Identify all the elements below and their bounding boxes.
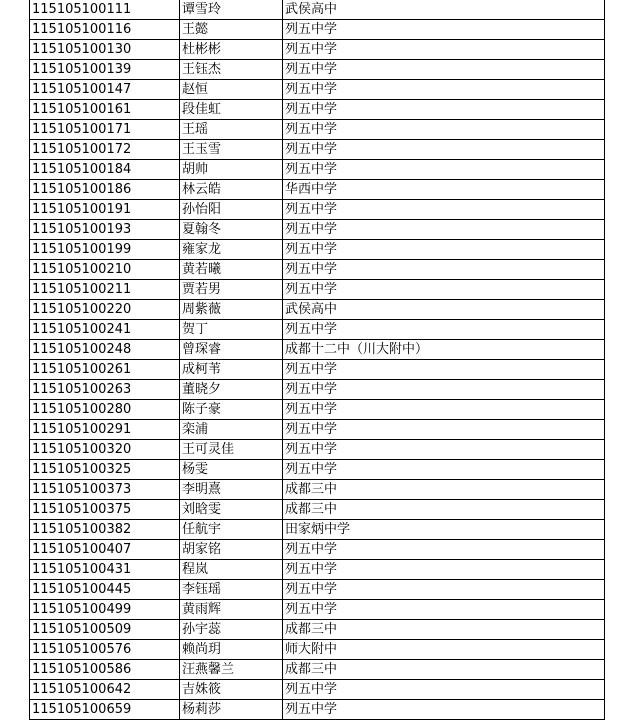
- name-cell[interactable]: 周紫薇: [180, 300, 283, 320]
- id-cell[interactable]: 115105100586: [30, 660, 180, 680]
- school-cell[interactable]: 列五中学: [283, 540, 605, 560]
- id-cell[interactable]: 115105100147: [30, 80, 180, 100]
- school-cell[interactable]: 列五中学: [283, 560, 605, 580]
- school-cell[interactable]: 列五中学: [283, 280, 605, 300]
- school-cell[interactable]: 武侯高中: [283, 0, 605, 20]
- id-cell[interactable]: 115105100193: [30, 220, 180, 240]
- id-cell[interactable]: 115105100186: [30, 180, 180, 200]
- table-row: [30, 480, 605, 500]
- school-cell[interactable]: 列五中学: [283, 600, 605, 620]
- name-cell[interactable]: 贾若男: [180, 280, 283, 300]
- school-cell[interactable]: 列五中学: [283, 400, 605, 420]
- table-row: [30, 440, 605, 460]
- name-cell[interactable]: 王可灵佳: [180, 440, 283, 460]
- table-row: [30, 180, 605, 200]
- table-row: [30, 560, 605, 580]
- table-row: [30, 540, 605, 560]
- school-cell[interactable]: 列五中学: [283, 260, 605, 280]
- name-cell[interactable]: 王懿: [180, 20, 283, 40]
- id-cell[interactable]: 115105100211: [30, 280, 180, 300]
- table-row: [30, 240, 605, 260]
- id-cell[interactable]: 115105100382: [30, 520, 180, 540]
- school-cell[interactable]: 列五中学: [283, 20, 605, 40]
- name-cell[interactable]: 赵恒: [180, 80, 283, 100]
- school-cell[interactable]: 列五中学: [283, 40, 605, 60]
- id-cell[interactable]: 115105100130: [30, 40, 180, 60]
- table-row: [30, 400, 605, 420]
- table-row: [30, 660, 605, 680]
- name-cell[interactable]: 董晓夕: [180, 380, 283, 400]
- table-row: [30, 500, 605, 520]
- table-row: [30, 260, 605, 280]
- school-cell[interactable]: 列五中学: [283, 680, 605, 700]
- id-cell[interactable]: 115105100509: [30, 620, 180, 640]
- table-row: [30, 280, 605, 300]
- school-cell[interactable]: 成都三中: [283, 660, 605, 680]
- name-cell[interactable]: 杨莉莎: [180, 700, 283, 720]
- id-cell[interactable]: 115105100199: [30, 240, 180, 260]
- table-row: [30, 160, 605, 180]
- school-cell[interactable]: 列五中学: [283, 220, 605, 240]
- name-cell[interactable]: 胡帅: [180, 160, 283, 180]
- name-cell[interactable]: 王瑶: [180, 120, 283, 140]
- table-row: [30, 620, 605, 640]
- school-cell[interactable]: 列五中学: [283, 80, 605, 100]
- table-row: [30, 340, 605, 360]
- table-row: [30, 360, 605, 380]
- id-cell[interactable]: 115105100280: [30, 400, 180, 420]
- id-cell[interactable]: 115105100210: [30, 260, 180, 280]
- table-row: [30, 80, 605, 100]
- table-row: [30, 700, 605, 720]
- id-cell[interactable]: 115105100111: [30, 0, 180, 20]
- name-cell[interactable]: 曾琛睿: [180, 340, 283, 360]
- school-cell[interactable]: 列五中学: [283, 140, 605, 160]
- school-cell[interactable]: 师大附中: [283, 640, 605, 660]
- name-cell[interactable]: 栾浦: [180, 420, 283, 440]
- school-cell[interactable]: 列五中学: [283, 440, 605, 460]
- name-cell[interactable]: 成柯苇: [180, 360, 283, 380]
- table-row: [30, 640, 605, 660]
- school-cell[interactable]: 列五中学: [283, 580, 605, 600]
- id-cell[interactable]: 115105100191: [30, 200, 180, 220]
- school-cell[interactable]: 华西中学: [283, 180, 605, 200]
- name-cell[interactable]: 杨雯: [180, 460, 283, 480]
- school-cell[interactable]: 田家炳中学: [283, 520, 605, 540]
- name-cell[interactable]: 吉姝筱: [180, 680, 283, 700]
- table-row: [30, 680, 605, 700]
- name-cell[interactable]: 赖尚玥: [180, 640, 283, 660]
- table-row: [30, 460, 605, 480]
- school-cell[interactable]: 列五中学: [283, 120, 605, 140]
- school-cell[interactable]: 武侯高中: [283, 300, 605, 320]
- school-cell[interactable]: 成都三中: [283, 500, 605, 520]
- table-row: [30, 320, 605, 340]
- name-cell[interactable]: 孙宇蕊: [180, 620, 283, 640]
- name-cell[interactable]: 夏翰冬: [180, 220, 283, 240]
- id-cell[interactable]: 115105100407: [30, 540, 180, 560]
- table-row: [30, 600, 605, 620]
- name-cell[interactable]: 汪燕馨兰: [180, 660, 283, 680]
- id-cell[interactable]: 115105100576: [30, 640, 180, 660]
- table-row: [30, 120, 605, 140]
- name-cell[interactable]: 段佳虹: [180, 100, 283, 120]
- id-cell[interactable]: 115105100375: [30, 500, 180, 520]
- name-cell[interactable]: 贺丁: [180, 320, 283, 340]
- id-cell[interactable]: 115105100172: [30, 140, 180, 160]
- name-cell[interactable]: 王钰杰: [180, 60, 283, 80]
- id-cell[interactable]: 115105100642: [30, 680, 180, 700]
- id-cell[interactable]: 115105100373: [30, 480, 180, 500]
- school-cell[interactable]: 列五中学: [283, 200, 605, 220]
- table-row: [30, 220, 605, 240]
- school-cell[interactable]: 列五中学: [283, 460, 605, 480]
- name-cell[interactable]: 杜彬彬: [180, 40, 283, 60]
- name-cell[interactable]: 林云皓: [180, 180, 283, 200]
- school-cell[interactable]: 列五中学: [283, 700, 605, 720]
- id-cell[interactable]: 115105100320: [30, 440, 180, 460]
- school-cell[interactable]: 列五中学: [283, 60, 605, 80]
- table-row: [30, 40, 605, 60]
- id-cell[interactable]: 115105100325: [30, 460, 180, 480]
- table-body: [30, 0, 605, 720]
- id-cell[interactable]: 115105100220: [30, 300, 180, 320]
- id-cell[interactable]: 115105100261: [30, 360, 180, 380]
- name-cell[interactable]: 任航宇: [180, 520, 283, 540]
- id-cell[interactable]: 115105100161: [30, 100, 180, 120]
- name-cell[interactable]: 胡家铭: [180, 540, 283, 560]
- table-row: [30, 420, 605, 440]
- name-cell[interactable]: 李钰瑶: [180, 580, 283, 600]
- name-cell[interactable]: 陈子豪: [180, 400, 283, 420]
- id-cell[interactable]: 115105100445: [30, 580, 180, 600]
- name-cell[interactable]: 黄若曦: [180, 260, 283, 280]
- school-cell[interactable]: 列五中学: [283, 380, 605, 400]
- name-cell[interactable]: 王玉雪: [180, 140, 283, 160]
- table-row: [30, 0, 605, 20]
- school-cell[interactable]: 列五中学: [283, 240, 605, 260]
- id-cell[interactable]: 115105100184: [30, 160, 180, 180]
- name-cell[interactable]: 程岚: [180, 560, 283, 580]
- student-table: [29, 0, 605, 720]
- table-row: [30, 60, 605, 80]
- name-cell[interactable]: 李明熹: [180, 480, 283, 500]
- id-cell[interactable]: 115105100431: [30, 560, 180, 580]
- id-cell[interactable]: 115105100139: [30, 60, 180, 80]
- id-cell[interactable]: 115105100171: [30, 120, 180, 140]
- table-row: [30, 580, 605, 600]
- id-cell[interactable]: 115105100291: [30, 420, 180, 440]
- table-row: [30, 300, 605, 320]
- id-cell[interactable]: 115105100116: [30, 20, 180, 40]
- school-cell[interactable]: 成都十二中（川大附中）: [283, 340, 605, 360]
- table-row: [30, 140, 605, 160]
- school-cell[interactable]: 成都三中: [283, 620, 605, 640]
- school-cell[interactable]: 成都三中: [283, 480, 605, 500]
- name-cell[interactable]: 孙怡阳: [180, 200, 283, 220]
- name-cell[interactable]: 谭雪玲: [180, 0, 283, 20]
- name-cell[interactable]: 雍家龙: [180, 240, 283, 260]
- table-row: [30, 200, 605, 220]
- school-cell[interactable]: 列五中学: [283, 360, 605, 380]
- school-cell[interactable]: 列五中学: [283, 420, 605, 440]
- school-cell[interactable]: 列五中学: [283, 160, 605, 180]
- table-row: [30, 520, 605, 540]
- table-row: [30, 380, 605, 400]
- id-cell[interactable]: 115105100241: [30, 320, 180, 340]
- name-cell[interactable]: 黄雨辉: [180, 600, 283, 620]
- id-cell[interactable]: 115105100248: [30, 340, 180, 360]
- school-cell[interactable]: 列五中学: [283, 320, 605, 340]
- name-cell[interactable]: 刘晗雯: [180, 500, 283, 520]
- school-cell[interactable]: 列五中学: [283, 100, 605, 120]
- id-cell[interactable]: 115105100499: [30, 600, 180, 620]
- table-row: [30, 100, 605, 120]
- id-cell[interactable]: 115105100263: [30, 380, 180, 400]
- id-cell[interactable]: 115105100659: [30, 700, 180, 720]
- table-row: [30, 20, 605, 40]
